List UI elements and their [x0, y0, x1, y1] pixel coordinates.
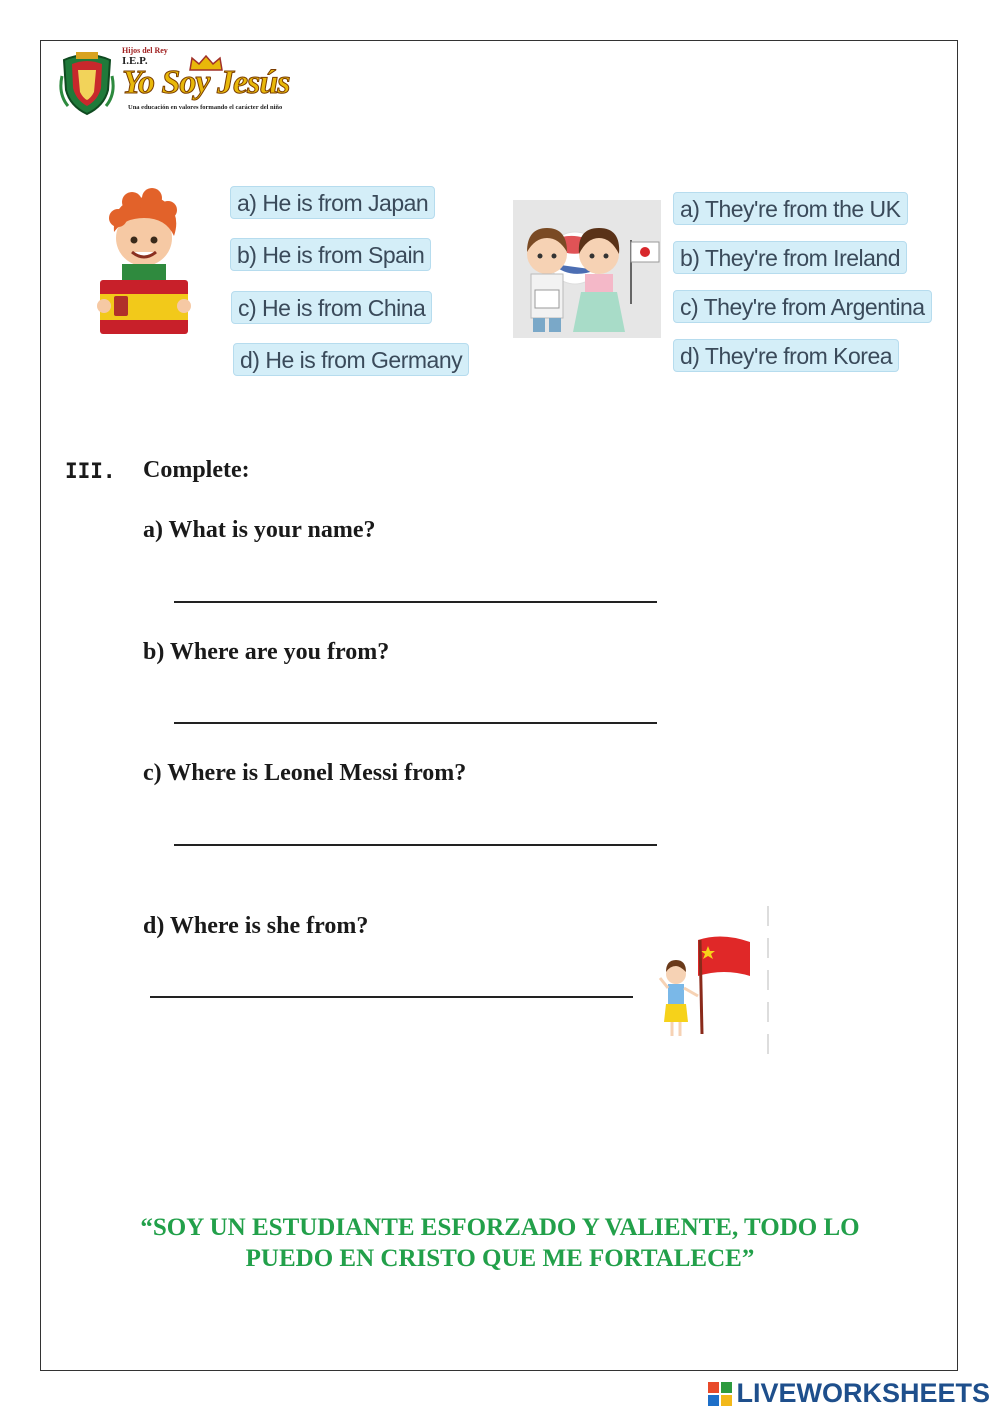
kids-option-b[interactable]: b) They're from Ireland: [673, 241, 907, 274]
section-title: Complete:: [143, 457, 250, 483]
motto-line-2: PUEDO EN CRISTO QUE ME FORTALECE”: [245, 1245, 755, 1272]
logo-school-type: I.E.P.: [122, 55, 148, 67]
answer-field-d[interactable]: [150, 996, 633, 998]
boy-option-b[interactable]: b) He is from Spain: [230, 238, 431, 271]
logo-school-name: Yo Soy Jesús: [122, 64, 290, 101]
school-crest-icon: [58, 46, 116, 116]
liveworksheets-brand[interactable]: [708, 1378, 990, 1409]
question-b: b) Where are you from?: [143, 639, 390, 665]
question-d: d) Where is she from?: [143, 913, 369, 939]
answer-field-a[interactable]: [174, 601, 657, 603]
kids-option-a[interactable]: a) They're from the UK: [673, 192, 908, 225]
logo-top-text: Hijos del Rey: [122, 46, 168, 55]
question-a: a) What is your name?: [143, 517, 376, 543]
motto-line-1: “SOY UN ESTUDIANTE ESFORZADO Y VALIENTE, TODO LO: [140, 1214, 860, 1241]
boy-option-a[interactable]: a) He is from Japan: [230, 186, 435, 219]
school-motto: [60, 1212, 940, 1274]
liveworksheets-logo-icon: [708, 1382, 732, 1406]
answer-field-b[interactable]: [174, 722, 657, 724]
boy-option-c[interactable]: c) He is from China: [231, 291, 432, 324]
korean-kids-image: [513, 200, 661, 338]
answer-field-c[interactable]: [174, 844, 657, 846]
question-c: c) Where is Leonel Messi from?: [143, 760, 467, 786]
logo-tagline: Una educación en valores formando el carácter del niño: [128, 104, 283, 111]
liveworksheets-brand-text: LIVEWORKSHEETS: [736, 1378, 990, 1408]
school-logo: [58, 46, 318, 118]
kids-option-d[interactable]: d) They're from Korea: [673, 339, 899, 372]
section-number: III.: [65, 459, 116, 483]
girl-with-china-flag-image: [652, 906, 772, 1058]
boy-option-d[interactable]: d) He is from Germany: [233, 343, 469, 376]
boy-with-spain-flag-image: [96, 188, 192, 338]
kids-option-c[interactable]: c) They're from Argentina: [673, 290, 932, 323]
